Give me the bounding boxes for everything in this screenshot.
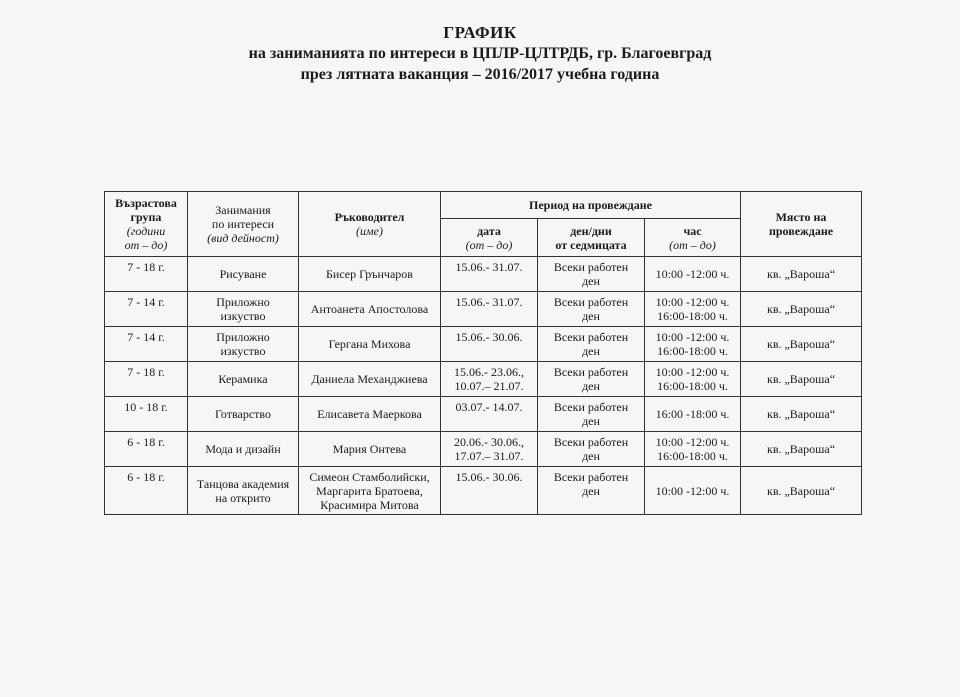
- cell-days-line: ден: [582, 484, 600, 498]
- cell-hour-line: 16:00-18:00 ч.: [657, 449, 728, 463]
- cell-activity-line: Готварство: [215, 407, 271, 421]
- cell-hour: [645, 292, 741, 327]
- schedule-table: [104, 191, 862, 515]
- cell-days-line: Всеки работен: [553, 260, 629, 274]
- cell-days-line: Всеки работен: [553, 400, 629, 414]
- cell-date: [441, 257, 538, 292]
- cell-activity-line: Приложно: [216, 330, 270, 344]
- cell-hour-line: 16:00 -18:00 ч.: [655, 407, 730, 421]
- cell-hour: [645, 467, 741, 515]
- cell-date: [441, 432, 538, 467]
- cell-days: [538, 257, 645, 292]
- cell-activity-line: Рисуване: [219, 267, 267, 281]
- cell-days: [538, 467, 645, 515]
- cell-date-line: 15.06.- 23.06.,: [454, 365, 524, 379]
- cell-days: [538, 292, 645, 327]
- cell-age: 7 - 18 г.: [105, 257, 188, 292]
- cell-leader-line: Гергана Михова: [328, 337, 411, 351]
- cell-age: 6 - 18 г.: [105, 432, 188, 467]
- cell-date-line: 17.07.– 31.07.: [454, 449, 524, 463]
- cell-date: [441, 467, 538, 515]
- cell-leader: [299, 362, 441, 397]
- header-age-group: Възрастова група (години от – до): [105, 192, 188, 257]
- cell-leader-line: Антоанета Апостолова: [310, 302, 429, 316]
- cell-days-line: ден: [582, 379, 600, 393]
- cell-leader: [299, 257, 441, 292]
- cell-date-line: 15.06.- 31.07.: [455, 295, 523, 309]
- cell-date-line: 10.07.– 21.07.: [454, 379, 524, 393]
- cell-activity-line: Керамика: [218, 372, 268, 386]
- cell-place: кв. „Вароша“: [741, 362, 862, 397]
- cell-days-line: Всеки работен: [553, 295, 629, 309]
- cell-activity: [188, 257, 299, 292]
- header-days: ден/дни от седмицата: [538, 219, 645, 257]
- cell-hour-line: 10:00 -12:00 ч.: [655, 483, 730, 498]
- cell-place: кв. „Вароша“: [741, 467, 862, 515]
- cell-hour-line: 10:00 -12:00 ч.: [655, 295, 730, 309]
- cell-date-line: 20.06.- 30.06.,: [454, 435, 524, 449]
- cell-hour: [645, 257, 741, 292]
- cell-days-line: ден: [582, 309, 600, 323]
- cell-leader-line: Симеон Стамболийски,: [309, 469, 430, 484]
- cell-hour: [645, 397, 741, 432]
- cell-leader-line: Бисер Грънчаров: [326, 267, 413, 281]
- cell-hour-line: 16:00-18:00 ч.: [657, 344, 728, 358]
- cell-hour-line: 10:00 -12:00 ч.: [655, 267, 730, 281]
- cell-activity: [188, 327, 299, 362]
- cell-hour: [645, 327, 741, 362]
- cell-days-line: Всеки работен: [553, 435, 629, 449]
- cell-hour-line: 10:00 -12:00 ч.: [655, 330, 730, 344]
- cell-days-line: Всеки работен: [553, 330, 629, 344]
- cell-date-line: 03.07.- 14.07.: [455, 400, 523, 414]
- cell-activity-line: Приложно: [216, 295, 270, 309]
- header-activity: Занимания по интереси (вид дейност): [188, 192, 299, 257]
- title-line-1: ГРАФИК: [443, 23, 517, 42]
- cell-place: кв. „Вароша“: [741, 257, 862, 292]
- cell-days: [538, 397, 645, 432]
- cell-hour-line: 10:00 -12:00 ч.: [655, 365, 730, 379]
- cell-leader: [299, 327, 441, 362]
- cell-date-line: 15.06.- 31.07.: [455, 260, 523, 274]
- cell-leader-line: Красимира Митова: [320, 497, 419, 512]
- title-line-3: през лятната ваканция – 2016/2017 учебна година: [300, 66, 660, 83]
- cell-activity-line: на открито: [215, 490, 271, 505]
- table-row: [105, 432, 862, 467]
- cell-hour-line: 16:00-18:00 ч.: [657, 379, 728, 393]
- cell-leader-line: Даниела Механджиева: [311, 372, 428, 386]
- table-row: [105, 362, 862, 397]
- table-row: [105, 292, 862, 327]
- cell-days-line: ден: [582, 274, 600, 288]
- document-title: [0, 22, 960, 85]
- cell-place: кв. „Вароша“: [741, 292, 862, 327]
- cell-leader: [299, 467, 441, 515]
- cell-leader: [299, 432, 441, 467]
- table-row: [105, 327, 862, 362]
- cell-date: [441, 397, 538, 432]
- cell-age: 10 - 18 г.: [105, 397, 188, 432]
- header-place: Място на провеждане: [741, 192, 862, 257]
- header-period: Период на провеждане: [441, 192, 741, 219]
- table-row: [105, 467, 862, 515]
- cell-activity: [188, 397, 299, 432]
- cell-days: [538, 432, 645, 467]
- header-date: дата (от – до): [441, 219, 538, 257]
- cell-leader-line: Мария Онтева: [332, 442, 407, 456]
- cell-leader-line: Маргарита Братоева,: [316, 483, 423, 498]
- cell-place: кв. „Вароша“: [741, 327, 862, 362]
- cell-age: 7 - 14 г.: [105, 327, 188, 362]
- cell-days-line: ден: [582, 414, 600, 428]
- cell-place: кв. „Вароша“: [741, 397, 862, 432]
- cell-hour-line: 16:00-18:00 ч.: [657, 309, 728, 323]
- cell-date: [441, 292, 538, 327]
- cell-age: 6 - 18 г.: [105, 467, 188, 515]
- cell-days: [538, 362, 645, 397]
- cell-leader: [299, 292, 441, 327]
- cell-leader: [299, 397, 441, 432]
- header-leader: Ръководител (име): [299, 192, 441, 257]
- cell-age: 7 - 18 г.: [105, 362, 188, 397]
- title-line-2: на заниманията по интереси в ЦПЛР-ЦЛТРДБ, гр. Благоевград: [248, 45, 712, 62]
- table-row: [105, 257, 862, 292]
- cell-hour: [645, 432, 741, 467]
- cell-date: [441, 327, 538, 362]
- cell-activity-line: изкуство: [220, 309, 266, 323]
- cell-activity-line: изкуство: [220, 344, 266, 358]
- cell-hour-line: 10:00 -12:00 ч.: [655, 435, 730, 449]
- cell-activity-line: Танцова академия: [196, 476, 290, 491]
- cell-days-line: ден: [582, 344, 600, 358]
- cell-date-line: 15.06.- 30.06.: [455, 470, 523, 484]
- cell-age: 7 - 14 г.: [105, 292, 188, 327]
- cell-date: [441, 362, 538, 397]
- cell-activity: [188, 292, 299, 327]
- cell-hour: [645, 362, 741, 397]
- cell-days-line: Всеки работен: [553, 365, 629, 379]
- cell-days: [538, 327, 645, 362]
- header-hour: час (от – до): [645, 219, 741, 257]
- cell-days-line: Всеки работен: [553, 470, 629, 484]
- table-row: [105, 397, 862, 432]
- cell-date-line: 15.06.- 30.06.: [455, 330, 523, 344]
- cell-activity: [188, 432, 299, 467]
- cell-place: кв. „Вароша“: [741, 432, 862, 467]
- cell-activity: [188, 467, 299, 515]
- cell-days-line: ден: [582, 449, 600, 463]
- cell-activity-line: Мода и дизайн: [205, 442, 281, 456]
- cell-leader-line: Елисавета Маеркова: [317, 407, 422, 421]
- cell-activity: [188, 362, 299, 397]
